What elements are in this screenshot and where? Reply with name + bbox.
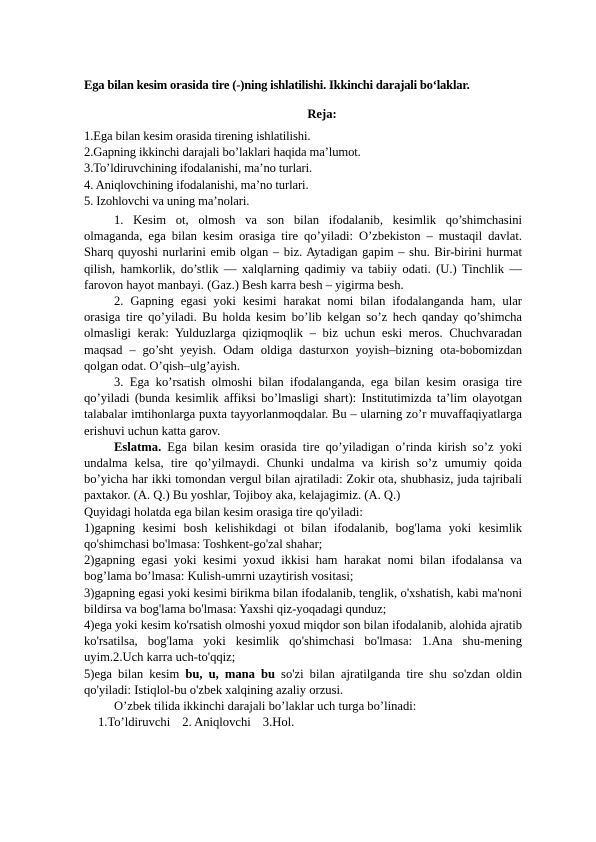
case-item: 4)ega yoki kesim ko'rsatish olmoshi yoxud miqdor son bilan ifodalanib, alohida ajratib ko'rsatilsa, bog'lama yoki kesimlik qo'shimchasi bo'lmasa: 1.Ana shu-mening uyim.2.Uch karra uch-to'qqiz; — [84, 618, 522, 665]
case-item — [84, 666, 522, 698]
paragraph-rule-1: 1. Kesim ot, olmosh va son bilan ifodalanib, kesimlik qo’shimchasini olmaganda, ega bilan kesim orasiga tire qo’yiladi: O’zbekiston – mustaqil davlat. Sharq quyoshi nurlarini emib olgan – biz. Aytadigan gapim – shu. Bir-birini hurmat qilish, hamkorlik, do’stlik — xalqlarning qadimiy va tabiiy odati. (U.) Tinchlik — farovon hayot manbayi. (Gaz.) Besh karra besh – yigirma besh. — [84, 213, 522, 292]
case5-bold: bu, u, mana bu — [185, 666, 275, 681]
secondary-parts-intro: O’zbek tilida ikkinchi darajali bo’laklar uch turga bo’linadi: — [114, 699, 417, 714]
cases-intro: Quyidagi holatda ega bilan kesim orasiga tire qo'yiladi: — [84, 504, 363, 519]
plan-item: 1.Ega bilan kesim orasida tirening ishlatilishi. — [84, 129, 311, 143]
case-item: 1)gapning kesimi bosh kelishikdagi ot bilan ifodalanib, bog'lama yoki kesimlik qo'shimchasi bo'lmasa: Toshkent-go'zal shahar; — [84, 520, 522, 552]
type-item: 2. Aniqlovchi — [182, 715, 251, 730]
plan-item: 3.To’ldiruvchining ifodalanishi, ma’no turlari. — [84, 161, 313, 176]
case5-start: 5)ega bilan kesim — [84, 666, 186, 681]
type-item: 1.To’ldiruvchi — [98, 715, 171, 730]
secondary-parts-types — [84, 714, 522, 730]
case-item: 3)gapning egasi yoki kesimi birikma bilan ifodalanib, tenglik, o'xshatish, kabi ma'noni bildirsa va bog'lama bo'lmasa: Yaxshi qiz-yoqadagi qunduz; — [84, 585, 522, 616]
note-label: Eslatma. — [114, 439, 162, 454]
document-title: Ega bilan kesim orasida tire (-)ning ishlatilishi. Ikkinchi darajali bo‘laklar. — [84, 78, 470, 92]
case5-end: so'zi bilan ajratilganda tire shu so'zdan oldin qo'yiladi: Istiqlol-bu o'zbek xalqining azaliy orzusi. — [84, 666, 522, 697]
type-item: 3.Hol. — [262, 715, 295, 730]
paragraph-rule-2: 2. Gapning egasi yoki kesimi harakat nomi bilan ifodalanganda ham, ular orasiga tire qo’yiladi. Bu holda kesim bo’lib kelgan so’z hech qanday qo’shimcha olmasligi kerak: Yulduzlarga qiziqmoqlik – biz uchun eski meros. Chuchvaradan maqsad – go’sht yeyish. Odam oldiga dasturxon yoyish–bizning ota-bobomizdan qolgan odat. O’qish–ulg’ayish. — [84, 294, 522, 373]
case-item: 2)gapning egasi yoki kesimi yoxud ikkisi ham harakat nomi bilan ifodalansa va bog’lama bo’lmasa: Kulish-umrni uzaytirish vositasi; — [84, 553, 522, 584]
plan-item: 5. Izohlovchi va uning ma’nolari. — [84, 193, 250, 208]
plan-item: 2.Gapning ikkinchi darajali bo’laklari haqida ma’lumot. — [84, 145, 361, 160]
plan-heading: Reja: — [307, 107, 337, 121]
paragraph-note — [84, 439, 522, 504]
plan-item: 4. Aniqlovchining ifodalanishi, ma’no turlari. — [84, 177, 309, 192]
paragraph-rule-3: 3. Ega ko’rsatish olmoshi bilan ifodalanganda, ega bilan kesim orasiga tire qo’yiladi (bunda kesimlik affiksi bo’lmasligi shart): Institutimizda ta’lim olayotgan talabalar imtihonlarga puxta tayyorlanmoqdalar. Bu – ularning zo’r muvaffaqiyatlarga erishuvi uchun katta garov. — [84, 375, 522, 438]
plan-list — [84, 128, 524, 209]
document-body — [84, 212, 522, 731]
note-text: Ega bilan kesim orasida tire qo’yiladigan o’rinda kirish so’z yoki undalma kelsa, tire qo’yilmaydi. Chunki undalma va kirish so’z umumiy qoida bo’yicha har ikki tomondan vergul bilan ajratiladi: Zokir ota, shubhasiz, juda tajribali paxtakor. (A. Q.) Bu yoshlar, Tojiboy aka, kelajagimiz. (A. Q.) — [84, 439, 522, 503]
